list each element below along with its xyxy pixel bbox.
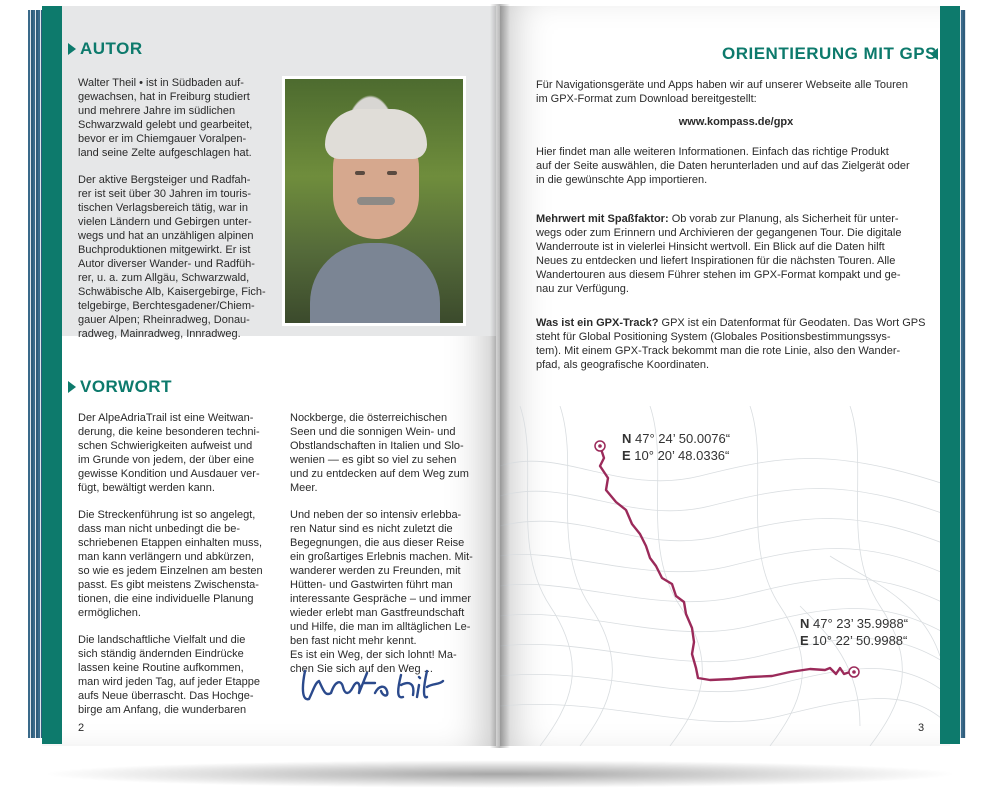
author-photo bbox=[282, 76, 466, 326]
gps-paragraph-what-is-gpx: Was ist ein GPX-Track? GPX ist ein Datenformat für Geodaten. Das Wort GPS steht für Global Positioning System (Globales Positionsbestimmungssys- tem). Mit einem GPX-Track bekommt man die rote Linie, also den Wander- pfad, als geografische Koordinaten. bbox=[536, 317, 926, 371]
left-accent-bar bbox=[42, 6, 62, 744]
book-spine-shadow bbox=[490, 4, 510, 748]
author-heading: AUTOR bbox=[80, 39, 143, 58]
gps-paragraph-info: Hier findet man alle weiteren Informationen. Einfach das richtige Produkt auf der Seite auswählen, die Daten herunterladen und auf das Zielgerät oder in die gewünschte App importieren. bbox=[536, 146, 910, 186]
gps-intro: Für Navigationsgeräte und Apps haben wir auf unserer Webseite alle Touren im GPX-Format zum Download bereitgestellt: bbox=[536, 79, 908, 105]
author-signature bbox=[297, 661, 457, 711]
end-coordinates: N 47° 23’ 35.9988“ E 10° 22’ 50.9988“ bbox=[800, 616, 909, 648]
right-accent-bar bbox=[940, 6, 960, 744]
page-number-right: 3 bbox=[918, 722, 925, 734]
gpx-download-link[interactable]: www.kompass.de/gpx bbox=[678, 116, 794, 128]
foreword-column-1: Der AlpeAdriaTrail ist eine Weitwan- derung, die keine besonderen techni- schen Schwierigkeiten aufweist und im Grunde von jedem, der über eine gewisse Kondition und Ausdauer ver- fügt, bewältigt werden kann. Die Streckenführung ist so angelegt, dass man nicht unbedingt die be- schriebenen Etappen einhalten muss, man kann verlängern und abkürzen, so wie es jedem Einzelnen am besten passt. Es gibt meistens Zwischensta- tionen, die eine individuelle Planung ermöglichen. Die landschaftliche Vielfalt und die sich ständig ändernden Eindrücke lassen keine Routine aufkommen, man wird jeden Tag, auf jeder Etappe aufs Neue überrascht. Das Hochge- birge am Anfang, die wunderbaren bbox=[78, 412, 263, 716]
gps-heading: ORIENTIERUNG MIT GPS bbox=[722, 44, 937, 63]
author-bio-paragraph-2: Der aktive Bergsteiger und Radfah- rer ist seit über 30 Jahren im touris- tischen Verlagsbereich tätig, war in vielen Ländern und Gebirgen unter- wegs und hat an unzähligen alpinen Buchproduktionen mitgewirkt. Er ist Autor diverser Wander- und Radfüh- rer, u. a. zum Allgäu, Schwarzwald, Schwäbische Alb, Kaisergebirge, Fich- telgebirge, Berchtesgadener/Chiem- gauer Alpen; Rheinradweg, Donau- radweg, Mainradweg, Innradweg. bbox=[78, 174, 266, 340]
start-coordinates: N 47° 24’ 50.0076“ E 10° 20’ 48.0336“ bbox=[622, 431, 731, 463]
author-bio-paragraph-1: Walter Theil • ist in Südbaden auf- gewachsen, hat in Freiburg studiert und mehrere Jahre im südlichen Schwarzwald gelebt und gearbeitet, bevor er im Chiemgauer Voralpen- land seine Zelte aufgeschlagen hat. bbox=[78, 77, 253, 159]
author-bio bbox=[78, 76, 274, 354]
right-page bbox=[500, 6, 950, 746]
foreword-heading: VORWORT bbox=[80, 377, 172, 396]
page-number-left: 2 bbox=[78, 722, 85, 734]
gps-paragraph-added-value: Mehrwert mit Spaßfaktor: Ob vorab zur Planung, als Sicherheit für unter- wegs oder zum Erinnern und Archivieren der gegangenen Tour. Die digitale Wanderroute ist in vielerlei Hinsicht wertvoll. Ein Blick auf die Daten hilft Neues zu entdecken und liefert Inspirationen für die nächsten Touren. Alle Wandertouren aus diesem Führer stehen im GPX-Format kompakt und ge- nau zur Verfügung. bbox=[536, 213, 902, 295]
foreword-column-2: Nockberge, die österreichischen Seen und die sonnigen Wein- und Obstlandschaften in Italien und Slo- wenien — es gibt so viel zu sehen und zu entdecken auf dem Weg zum Meer. Und neben der so intensiv erlebba- ren Natur sind es nicht zuletzt die Begegnungen, die aus dieser Reise ein großartiges Erlebnis machen. Mit- wanderer werden zu Freunden, mit Hütten- und Gastwirten führt man interessante Gespräche – und immer wieder erlebt man Gastfreundschaft und Hilfe, die man im alltäglichen Le- ben fast nicht mehr kennt. Es ist ein Weg, der sich lohnt! Ma- chen Sie sich auf den Weg ... bbox=[290, 412, 473, 675]
author-heading-marker bbox=[68, 43, 76, 55]
left-page bbox=[42, 6, 496, 746]
gps-heading-marker bbox=[930, 48, 938, 60]
book-shadow bbox=[40, 760, 960, 788]
foreword-heading-marker bbox=[68, 381, 76, 393]
